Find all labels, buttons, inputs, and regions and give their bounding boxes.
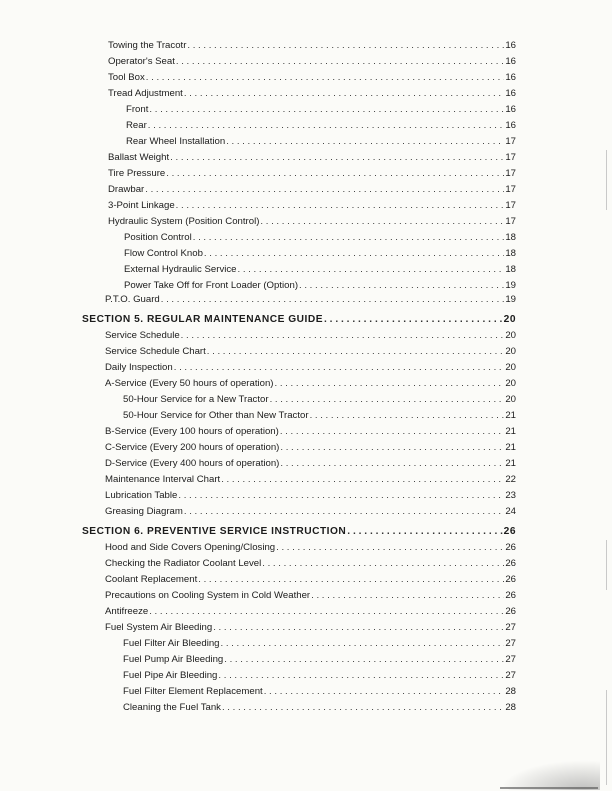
toc-entry <box>105 441 516 455</box>
toc-entry-title: Ballast Weight <box>108 152 170 163</box>
toc-entry-title: D-Service (Every 400 hours of operation) <box>105 458 280 469</box>
toc-leader-dots <box>262 557 504 571</box>
toc-leader-dots <box>184 505 504 519</box>
toc-page-number: 26 <box>505 590 516 601</box>
toc-entry <box>124 279 516 293</box>
toc-entry-title: 3-Point Linkage <box>108 200 175 211</box>
toc-leader-dots <box>218 669 504 683</box>
toc-entry-title: A-Service (Every 50 hours of operation) <box>105 378 274 389</box>
toc-leader-dots <box>280 441 504 455</box>
toc-entry <box>108 151 516 165</box>
toc-entry <box>105 557 516 571</box>
toc-page-number: 26 <box>505 542 516 553</box>
toc-page-number: 21 <box>505 458 516 469</box>
toc-leader-dots <box>166 167 504 181</box>
toc-entry <box>126 119 516 133</box>
toc-leader-dots <box>311 589 504 603</box>
toc-page-number: 28 <box>505 686 516 697</box>
toc-entry <box>105 573 516 587</box>
toc-entry-title: Operator's Seat <box>108 56 175 67</box>
toc-page-number: 21 <box>505 426 516 437</box>
toc-entry-title: Antifreeze <box>105 606 149 617</box>
toc-entry <box>105 425 516 439</box>
toc-entry <box>108 39 516 53</box>
toc-entry-title: Position Control <box>124 232 192 243</box>
toc-leader-dots <box>146 71 505 85</box>
toc-entry-title: Front <box>126 104 149 115</box>
toc-page-number: 17 <box>505 152 516 163</box>
toc-leader-dots <box>145 183 504 197</box>
toc-page-number: 21 <box>505 442 516 453</box>
toc-entry <box>105 329 516 343</box>
toc-entry-title: Towing the Tracotr <box>108 40 187 51</box>
toc-leader-dots <box>178 489 504 503</box>
toc-leader-dots <box>213 621 504 635</box>
toc-page-number: 17 <box>505 184 516 195</box>
toc-entry <box>108 167 516 181</box>
scan-smudge <box>480 730 600 790</box>
toc-page-number: 28 <box>505 702 516 713</box>
toc-page-number: 27 <box>505 654 516 665</box>
toc-page-number: 24 <box>505 506 516 517</box>
toc-entry-title: Power Take Off for Front Loader (Option) <box>124 280 299 291</box>
toc-leader-dots <box>275 377 505 391</box>
toc-page-number: 16 <box>505 40 516 51</box>
toc-entry-title: C-Service (Every 200 hours of operation) <box>105 442 280 453</box>
toc-section-heading <box>82 313 516 327</box>
toc-entry <box>123 409 516 423</box>
toc-entry-title: Rear <box>126 120 147 131</box>
toc-page-number: 16 <box>505 56 516 67</box>
toc-leader-dots <box>187 39 504 53</box>
toc-entry-title: Fuel Pump Air Bleeding <box>123 654 224 665</box>
toc-leader-dots <box>149 605 504 619</box>
toc-entry-title: External Hydraulic Service <box>124 264 237 275</box>
toc-leader-dots <box>264 685 505 699</box>
toc-entry <box>105 361 516 375</box>
toc-entry-title: Tread Adjustment <box>108 88 183 99</box>
toc-entry-title: SECTION 6. PREVENTIVE SERVICE INSTRUCTION <box>82 526 347 537</box>
toc-leader-dots <box>198 573 504 587</box>
toc-page-number: 26 <box>503 526 516 537</box>
toc-entry-title: Checking the Radiator Coolant Level <box>105 558 262 569</box>
toc-entry-title: Tire Pressure <box>108 168 166 179</box>
toc-leader-dots <box>161 293 505 307</box>
toc-entry <box>108 215 516 229</box>
scan-edge-mark <box>606 540 607 590</box>
toc-page-number: 16 <box>505 120 516 131</box>
toc-entry-title: 50-Hour Service for a New Tractor <box>123 394 269 405</box>
toc-entry <box>105 457 516 471</box>
toc-page-number: 17 <box>505 216 516 227</box>
toc-leader-dots <box>176 55 504 69</box>
toc-leader-dots <box>324 313 503 327</box>
toc-page-number: 19 <box>505 294 516 305</box>
toc-page-number: 16 <box>505 88 516 99</box>
toc-section-heading <box>82 525 516 539</box>
toc-leader-dots <box>149 103 504 117</box>
toc-entry <box>108 87 516 101</box>
toc-leader-dots <box>170 151 504 165</box>
toc-entry <box>124 263 516 277</box>
toc-page-number: 20 <box>505 394 516 405</box>
toc-entry-title: Lubrication Table <box>105 490 178 501</box>
toc-page-number: 17 <box>505 136 516 147</box>
toc-entry-title: Precautions on Cooling System in Cold Weather <box>105 590 311 601</box>
toc-page-number: 22 <box>505 474 516 485</box>
toc-page-number: 18 <box>505 248 516 259</box>
toc-entry-title: SECTION 5. REGULAR MAINTENANCE GUIDE <box>82 314 324 325</box>
toc-entry <box>105 345 516 359</box>
toc-entry <box>105 293 516 307</box>
toc-leader-dots <box>193 231 505 245</box>
toc-leader-dots <box>299 279 504 293</box>
toc-page-number: 17 <box>505 200 516 211</box>
toc-page-number: 27 <box>505 622 516 633</box>
toc-entry-title: Service Schedule <box>105 330 180 341</box>
toc-entry <box>105 621 516 635</box>
toc-entry <box>124 247 516 261</box>
toc-entry <box>105 589 516 603</box>
toc-page-number: 19 <box>505 280 516 291</box>
toc-page-number: 26 <box>505 574 516 585</box>
toc-entry-title: Hood and Side Covers Opening/Closing <box>105 542 276 553</box>
toc-entry-title: Flow Control Knob <box>124 248 203 259</box>
toc-leader-dots <box>204 247 504 261</box>
toc-entry-title: Fuel Filter Air Bleeding <box>123 638 220 649</box>
toc-page-number: 21 <box>505 410 516 421</box>
toc-page-number: 16 <box>505 72 516 83</box>
toc-entry <box>105 377 516 391</box>
scan-edge-mark <box>606 690 607 785</box>
toc-leader-dots <box>280 457 504 471</box>
toc-page-number: 26 <box>505 558 516 569</box>
toc-leader-dots <box>176 199 505 213</box>
toc-leader-dots <box>347 525 502 539</box>
toc-page-number: 26 <box>505 606 516 617</box>
toc-leader-dots <box>221 637 505 651</box>
toc-entry <box>123 653 516 667</box>
toc-entry-title: Rear Wheel Installation <box>126 136 226 147</box>
toc-entry-title: Hydraulic System (Position Control) <box>108 216 260 227</box>
toc-leader-dots <box>310 409 505 423</box>
toc-page-number: 20 <box>505 378 516 389</box>
toc-leader-dots <box>184 87 504 101</box>
toc-page-number: 20 <box>505 362 516 373</box>
toc-page-number: 20 <box>503 314 516 325</box>
toc-entry <box>126 103 516 117</box>
toc-entry-title: Coolant Replacement <box>105 574 198 585</box>
toc-entry-title: Fuel System Air Bleeding <box>105 622 213 633</box>
toc-entry <box>108 55 516 69</box>
toc-entry <box>123 669 516 683</box>
toc-leader-dots <box>260 215 504 229</box>
toc-page-number: 18 <box>505 264 516 275</box>
toc-page-number: 27 <box>505 670 516 681</box>
toc-entry-title: Tool Box <box>108 72 145 83</box>
toc-page-number: 17 <box>505 168 516 179</box>
toc-leader-dots <box>207 345 505 359</box>
toc-entry <box>123 637 516 651</box>
toc-page-number: 20 <box>505 330 516 341</box>
toc-entry <box>108 183 516 197</box>
toc-entry <box>123 701 516 715</box>
toc-leader-dots <box>148 119 505 133</box>
toc-entry-title: 50-Hour Service for Other than New Tractor <box>123 410 309 421</box>
toc-page-number: 23 <box>505 490 516 501</box>
toc-leader-dots <box>181 329 505 343</box>
toc-entry-title: P.T.O. Guard <box>105 294 160 305</box>
toc-leader-dots <box>174 361 505 375</box>
toc-entry-title: Fuel Filter Element Replacement <box>123 686 263 697</box>
toc-entry <box>105 505 516 519</box>
toc-page-number: 27 <box>505 638 516 649</box>
toc-entry-title: Drawbar <box>108 184 145 195</box>
toc-leader-dots <box>276 541 504 555</box>
toc-entry-title: Maintenance Interval Chart <box>105 474 221 485</box>
toc-entry <box>123 393 516 407</box>
toc-entry <box>108 71 516 85</box>
toc-page-number: 20 <box>505 346 516 357</box>
toc-page-number: 18 <box>505 232 516 243</box>
toc-entry <box>126 135 516 149</box>
toc-leader-dots <box>226 135 504 149</box>
toc-leader-dots <box>222 701 504 715</box>
toc-entry-title: Fuel Pipe Air Bleeding <box>123 670 218 681</box>
toc-leader-dots <box>221 473 504 487</box>
toc-entry <box>105 489 516 503</box>
toc-leader-dots <box>270 393 505 407</box>
toc-entry-title: Greasing Diagram <box>105 506 183 517</box>
toc-entry <box>105 605 516 619</box>
toc-entry-title: Daily Inspection <box>105 362 173 373</box>
toc-page-number: 16 <box>505 104 516 115</box>
toc-leader-dots <box>238 263 505 277</box>
toc-leader-dots <box>224 653 504 667</box>
toc-entry-title: Cleaning the Fuel Tank <box>123 702 221 713</box>
toc-entry-title: Service Schedule Chart <box>105 346 206 357</box>
toc-entry-title: B-Service (Every 100 hours of operation) <box>105 426 279 437</box>
toc-entry <box>124 231 516 245</box>
toc-entry <box>105 541 516 555</box>
scan-edge-mark <box>606 150 607 210</box>
toc-entry <box>123 685 516 699</box>
toc-entry <box>108 199 516 213</box>
toc-leader-dots <box>280 425 504 439</box>
toc-entry <box>105 473 516 487</box>
